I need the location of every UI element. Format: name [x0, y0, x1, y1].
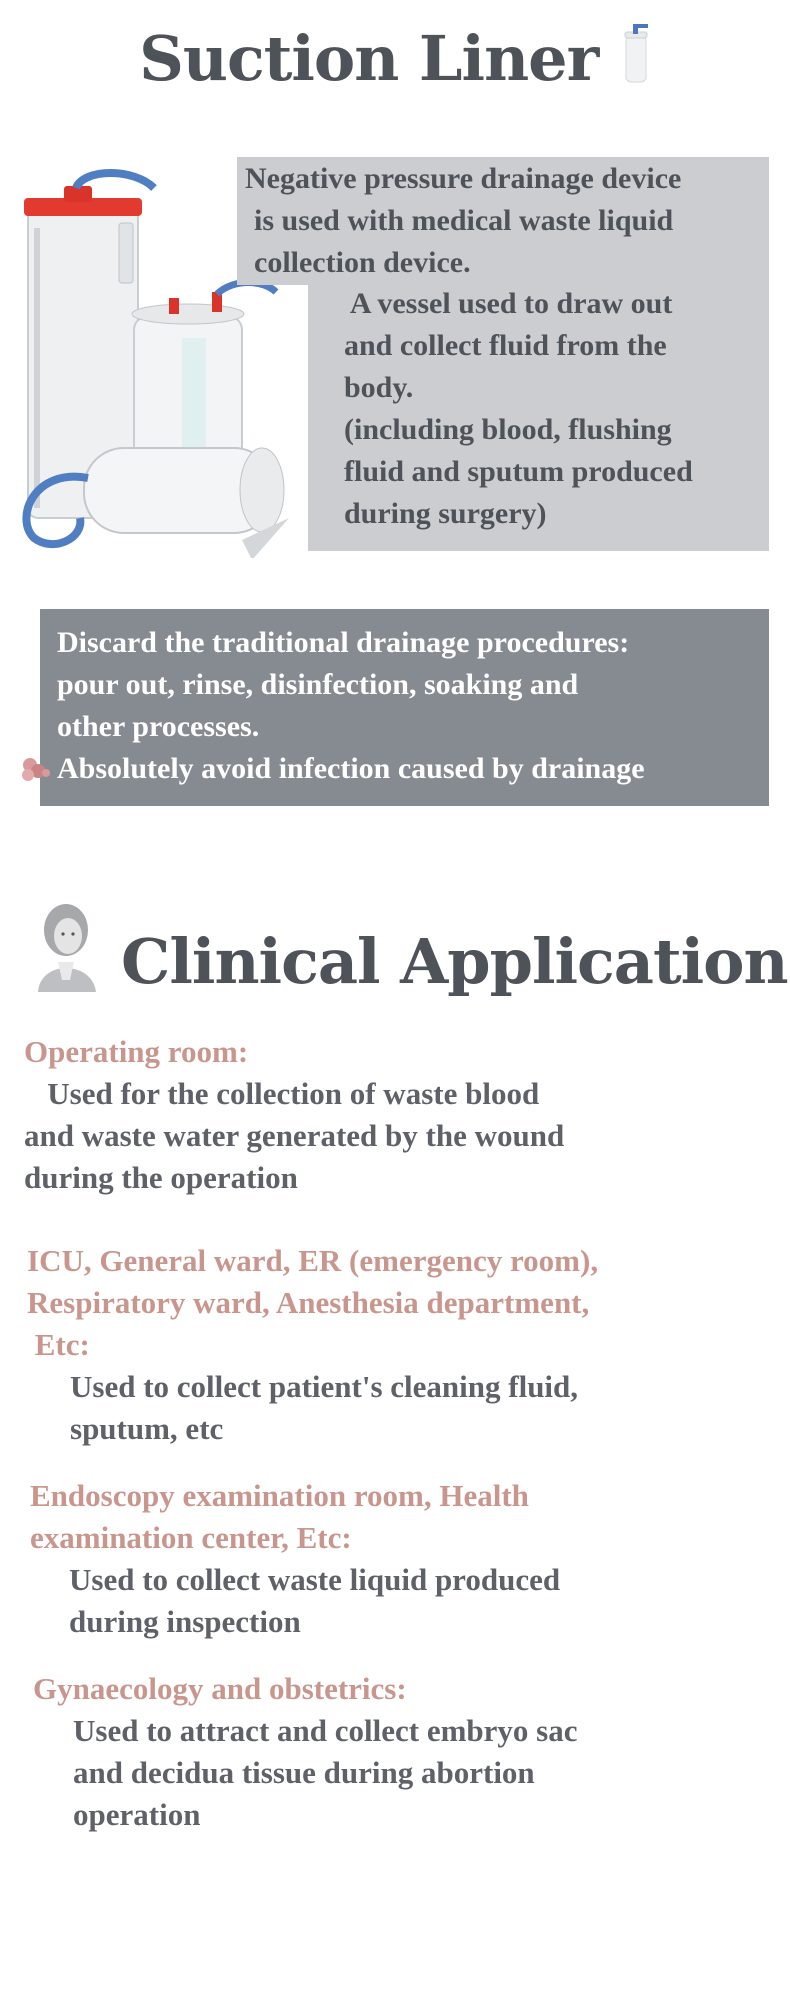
section-heading: Operating room:: [24, 1034, 249, 1069]
intro-line: fluid and sputum produced: [344, 455, 693, 488]
intro-line: collection device.: [254, 246, 471, 279]
section-icu: [27, 1240, 598, 1450]
section-body: sputum, etc: [70, 1411, 224, 1446]
discard-text: [57, 622, 762, 790]
discard-line: Absolutely avoid infection caused by drainage: [57, 752, 645, 785]
discard-line: Discard the traditional drainage procedures:: [57, 626, 630, 659]
discard-line: other processes.: [57, 710, 260, 743]
section-body: during the operation: [24, 1160, 298, 1195]
discard-line: pour out, rinse, disinfection, soaking and: [57, 668, 579, 701]
intro-line: (including blood, flushing: [344, 413, 672, 446]
section-body: Used for the collection of waste blood: [24, 1076, 540, 1111]
section-heading: Gynaecology and obstetrics:: [33, 1671, 407, 1706]
intro-line: and collect fluid from the: [344, 329, 667, 362]
portrait-illustration: [28, 900, 100, 992]
intro-text-top: [245, 158, 765, 284]
section-heading: examination center, Etc:: [30, 1520, 352, 1555]
section-body: Used to attract and collect embryo sac: [73, 1713, 578, 1748]
flower-bullet-icon: [18, 755, 54, 787]
section-operating-room: [24, 1031, 564, 1199]
section-endoscopy: [30, 1475, 560, 1643]
section-heading: ICU, General ward, ER (emergency room),: [27, 1243, 599, 1278]
section-heading: Respiratory ward, Anesthesia department,: [27, 1285, 590, 1320]
intro-line: is used with medical waste liquid: [254, 204, 674, 237]
section-body: Used to collect patient's cleaning fluid,: [70, 1369, 579, 1404]
section-body: Used to collect waste liquid produced: [69, 1562, 561, 1597]
intro-line: A vessel used to draw out: [344, 287, 673, 320]
page-title: [0, 22, 790, 95]
intro-line: body.: [344, 371, 414, 404]
intro-text-bottom: [344, 283, 764, 535]
title-text: Suction Liner: [139, 22, 599, 95]
intro-line: Negative pressure drainage device: [245, 162, 682, 195]
clinical-title: Clinical Application: [121, 925, 788, 998]
section-body: and waste water generated by the wound: [24, 1118, 565, 1153]
liner-bottle-icon: [621, 22, 651, 84]
section-heading: Endoscopy examination room, Health: [30, 1478, 529, 1513]
section-body: and decidua tissue during abortion: [73, 1755, 535, 1790]
section-body: during inspection: [69, 1604, 301, 1639]
section-heading: Etc:: [27, 1327, 90, 1362]
section-body: operation: [73, 1797, 201, 1832]
section-gynaecology: [33, 1668, 577, 1836]
intro-line: during surgery): [344, 497, 547, 530]
